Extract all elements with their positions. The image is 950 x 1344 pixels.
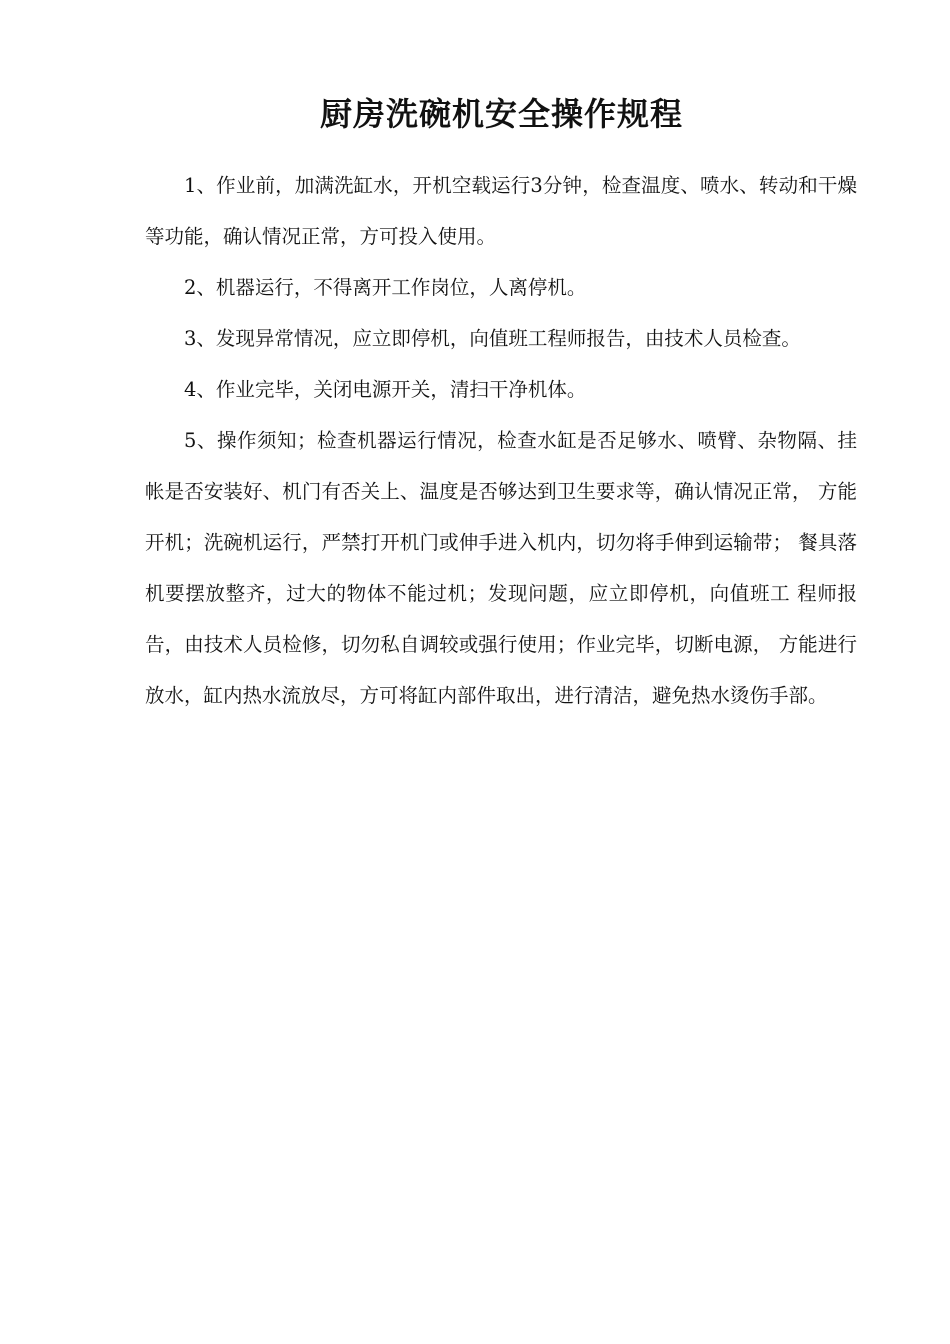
paragraph-5: 5、操作须知；检查机器运行情况，检查水缸是否足够水、喷臂、杂物隔、挂帐是否安装好、机门有否关上、温度是否够达到卫生要求等，确认情况正常， 方能开机；洗碗机运行，严禁打开机门或伸手进入机内，切勿将手伸到运输带； 餐具落机要摆放整齐，过大的物体不能过机；发现问题，应立即停机，向值班工 程师报告，由技术人员检修，切勿私自调较或强行使用；作业完毕，切断电源， 方能进行放水，缸内热水流放尽，方可将缸内部件取出，进行清洁，避免热水烫伤手部。 [145, 429, 857, 707]
paragraph-4: 4、作业完毕，关闭电源开关，清扫干净机体。 [184, 378, 587, 401]
document-title: 厨房洗碗机安全操作规程 [319, 95, 683, 133]
document-body [145, 160, 857, 721]
paragraph-2: 2、机器运行，不得离开工作岗位，人离停机。 [184, 276, 587, 299]
paragraph-3: 3、发现异常情况，应立即停机，向值班工程师报告，由技术人员检查。 [184, 327, 801, 350]
paragraph-1: 1、作业前，加满洗缸水，开机空载运行3分钟，检查温度、喷水、转动和干燥等功能，确认情况正常，方可投入使用。 [145, 174, 857, 248]
